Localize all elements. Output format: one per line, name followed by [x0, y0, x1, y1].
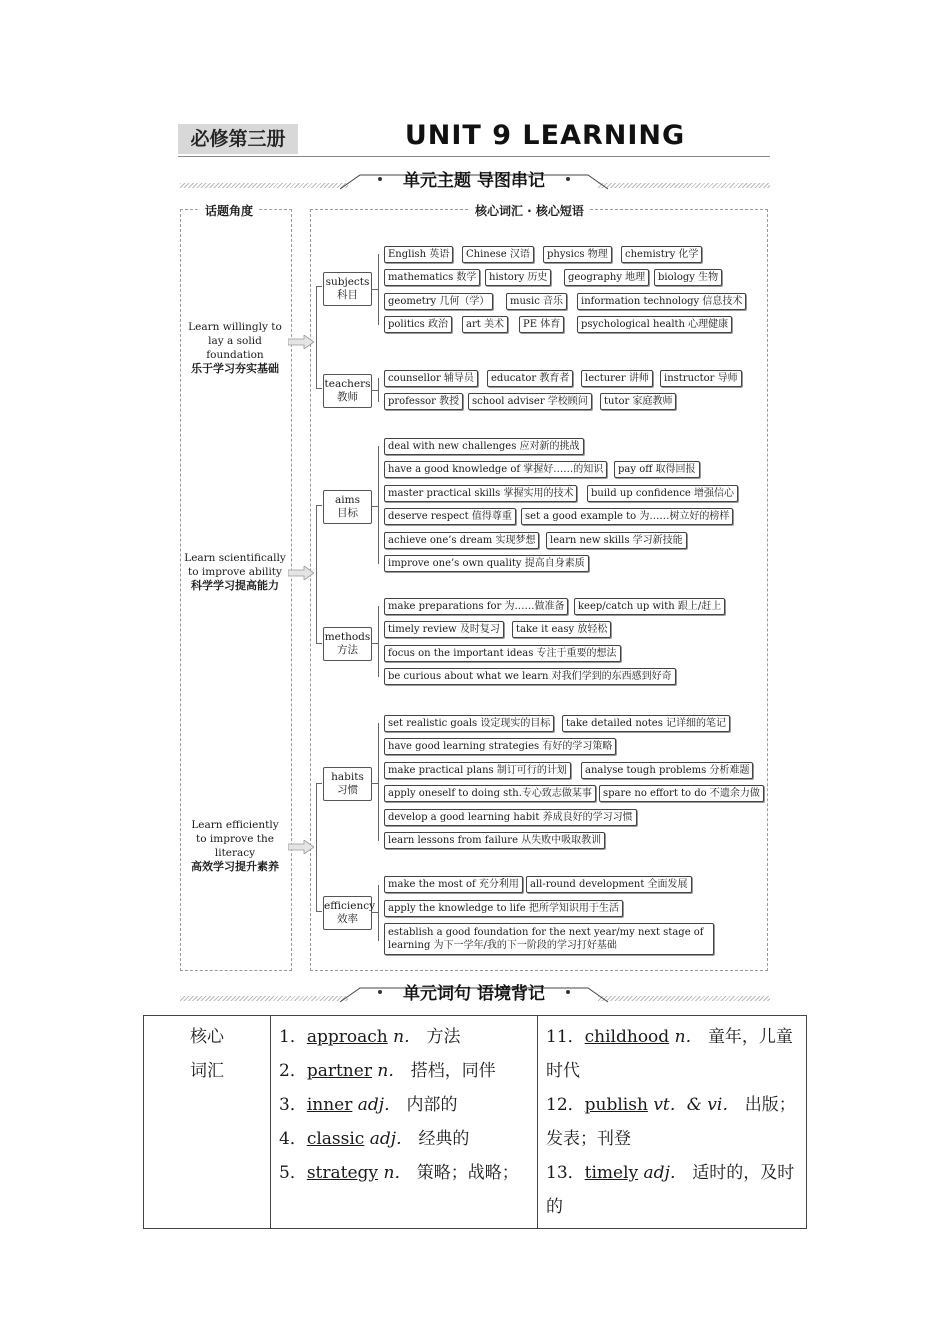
entry-number: 12． [546, 1095, 585, 1115]
item-teacher: professor 教授 [384, 393, 463, 410]
entry-definition: 内部的 [406, 1095, 458, 1115]
category-en: habits [331, 771, 364, 783]
entry-number: 5． [279, 1163, 307, 1183]
item-aim: set a good example to 为……树立好的榜样 [521, 508, 733, 525]
arrow-right-icon [288, 335, 314, 349]
topic-3-en: Learn efficiently to improve the literacy [191, 819, 279, 859]
item-aim: build up confidence 增强信心 [587, 485, 738, 502]
bracket-line [371, 390, 378, 391]
vocab-panel-heading: 核心词汇 · 核心短语 [470, 202, 589, 219]
topic-1 [183, 320, 287, 376]
table-row [144, 1016, 807, 1229]
entry-pos: n． [383, 1163, 412, 1183]
bracket-line [378, 885, 379, 941]
item-habit: analyse tough problems 分析难题 [581, 762, 753, 779]
item-teacher: school adviser 学校顾问 [468, 393, 592, 410]
topic-1-en: Learn willingly to lay a solid foundation [188, 321, 282, 361]
category-aims [323, 490, 372, 524]
item-subject: music 音乐 [506, 293, 567, 310]
entry-definition: 经典的 [418, 1129, 470, 1149]
topic-2 [183, 551, 287, 593]
section1-hatch-right [598, 183, 770, 188]
item-subject: Chinese 汉语 [462, 246, 534, 263]
list-item [546, 1156, 798, 1224]
vocab-col2 [538, 1016, 807, 1229]
bracket-line [316, 783, 317, 911]
bracket-line [316, 505, 322, 506]
item-subject: chemistry 化学 [621, 246, 702, 263]
topic-2-cn: 科学学习提高能力 [191, 579, 279, 592]
item-aim: deal with new challenges 应对新的挑战 [384, 438, 584, 455]
item-subject: psychological health 心理健康 [577, 316, 732, 333]
item-aim: pay off 取得回报 [614, 461, 700, 478]
item-subject: mathematics 数学 [384, 269, 480, 286]
bracket-line [378, 378, 379, 402]
item-aim: achieve one’s dream 实现梦想 [384, 532, 539, 549]
entry-number: 3． [279, 1095, 307, 1115]
item-method: keep/catch up with 跟上/赶上 [574, 598, 725, 615]
item-subject: politics 政治 [384, 316, 452, 333]
entry-number: 2． [279, 1061, 307, 1081]
bracket-line [371, 912, 378, 913]
bracket-line [371, 783, 378, 784]
category-en: efficiency [324, 900, 376, 912]
item-teacher: instructor 导师 [660, 370, 742, 387]
item-subject: PE 体育 [519, 316, 564, 333]
entry-definition: 方法 [426, 1027, 461, 1047]
vocab-label-line1: 核心 [190, 1027, 224, 1047]
entry-definition: 搭档，同伴 [410, 1061, 496, 1081]
item-teacher: educator 教育者 [487, 370, 573, 387]
list-item [279, 1122, 529, 1156]
item-aim: have a good knowledge of 掌握好……的知识 [384, 461, 607, 478]
list-item [546, 1088, 798, 1156]
arrow-right-icon [288, 840, 314, 854]
item-subject: history 历史 [485, 269, 551, 286]
entry-word: inner [306, 1095, 353, 1115]
entry-definition: 适时的，及时的 [546, 1163, 795, 1217]
category-cn: 习惯 [337, 784, 358, 796]
arrow-right-icon [288, 566, 314, 580]
topic-1-cn: 乐于学习夯实基础 [191, 362, 279, 375]
entry-word: strategy [306, 1163, 379, 1183]
item-subject: geography 地理 [564, 269, 649, 286]
volume-label: 必修第三册 [178, 124, 298, 154]
entry-number: 13． [546, 1163, 585, 1183]
vocab-table [143, 1015, 807, 1229]
item-teacher: lecturer 讲师 [581, 370, 653, 387]
topic-panel-heading: 话题角度 [200, 202, 258, 219]
category-teachers [323, 374, 372, 408]
topic-2-en: Learn scientifically to improve ability [184, 552, 286, 578]
item-aim: master practical skills 掌握实用的技术 [384, 485, 577, 502]
item-habit: apply oneself to doing sth.专心致志做某事 [384, 785, 596, 802]
item-habit: make practical plans 制订可行的计划 [384, 762, 571, 779]
bracket-line [371, 643, 378, 644]
section2-title: 单元词句 语境背记 [403, 984, 545, 1004]
category-subjects [323, 272, 372, 306]
entry-pos: vt．& vi． [653, 1095, 740, 1115]
bracket-line [316, 388, 322, 389]
item-subject: biology 生物 [654, 269, 722, 286]
entry-pos: n． [674, 1027, 703, 1047]
topic-3 [186, 818, 284, 874]
item-habit: learn lessons from failure 从失败中吸取教训 [384, 832, 605, 849]
list-item [279, 1088, 529, 1122]
bracket-line [371, 289, 378, 290]
entry-word: partner [306, 1061, 372, 1081]
item-method: make preparations for 为……做准备 [384, 598, 568, 615]
item-aim: improve one’s own quality 提高自身素质 [384, 555, 589, 572]
item-habit: have good learning strategies 有好的学习策略 [384, 738, 616, 755]
item-efficiency: all-round development 全面发展 [526, 876, 692, 893]
bracket-line [316, 286, 322, 287]
entry-word: approach [306, 1027, 388, 1047]
entry-word: childhood [584, 1027, 670, 1047]
entry-pos: adj． [369, 1129, 414, 1149]
category-habits [323, 767, 372, 801]
bracket-line [316, 643, 322, 644]
item-method: focus on the important ideas 专注于重要的想法 [384, 645, 621, 662]
list-item [279, 1054, 529, 1088]
bracket-line [378, 723, 379, 841]
category-cn: 方法 [337, 644, 358, 656]
item-aim: learn new skills 学习新技能 [546, 532, 687, 549]
item-teacher: tutor 家庭教师 [600, 393, 676, 410]
item-teacher: counsellor 辅导员 [384, 370, 478, 387]
bracket-line [316, 286, 317, 388]
entry-pos: adj． [643, 1163, 687, 1183]
entry-definition: 出版；发表；刊登 [546, 1095, 796, 1149]
category-efficiency [323, 896, 376, 930]
entry-pos: adj． [357, 1095, 402, 1115]
entry-word: timely [584, 1163, 639, 1183]
item-habit: set realistic goals 设定现实的目标 [384, 715, 554, 732]
list-item [279, 1020, 529, 1054]
entry-word: publish [584, 1095, 648, 1115]
section2-hatch-right [598, 996, 770, 1001]
bracket-line [316, 911, 322, 912]
category-en: aims [335, 494, 360, 506]
section1-title: 单元主题 导图串记 [403, 171, 545, 191]
category-cn: 教师 [337, 391, 358, 403]
entry-pos: n． [377, 1061, 406, 1081]
bracket-line [371, 506, 378, 507]
list-item [279, 1156, 529, 1190]
item-subject: information technology 信息技术 [577, 293, 746, 310]
item-efficiency: establish a good foundation for the next year/my next stage of learning 为下一学年/我的下一阶段的学习打好基础 [384, 923, 714, 955]
entry-number: 1． [279, 1027, 307, 1047]
vocab-label-line2: 词汇 [190, 1061, 224, 1081]
list-item [546, 1020, 798, 1088]
item-subject: geometry 几何（学） [384, 293, 493, 310]
category-en: subjects [325, 276, 370, 288]
entry-number: 11． [546, 1027, 585, 1047]
item-habit: take detailed notes 记详细的笔记 [562, 715, 730, 732]
bracket-line [378, 254, 379, 325]
item-method: timely review 及时复习 [384, 621, 504, 638]
category-en: methods [324, 631, 371, 643]
item-habit: develop a good learning habit 养成良好的学习习惯 [384, 809, 637, 826]
item-subject: English 英语 [384, 246, 453, 263]
vocab-label-cell [144, 1016, 271, 1229]
item-efficiency: apply the knowledge to life 把所学知识用于生活 [384, 900, 623, 917]
item-aim: deserve respect 值得尊重 [384, 508, 516, 525]
item-subject: physics 物理 [543, 246, 612, 263]
title-underline [178, 156, 770, 157]
category-methods [323, 627, 372, 661]
category-en: teachers [324, 378, 371, 390]
bracket-line [378, 446, 379, 564]
section2-hatch-left [180, 996, 348, 1001]
unit-title: UNIT 9 LEARNING [404, 120, 686, 151]
item-habit: spare no effort to do 不遗余力做 [599, 785, 764, 802]
entry-pos: n． [393, 1027, 422, 1047]
item-efficiency: make the most of 充分利用 [384, 876, 523, 893]
item-method: be curious about what we learn 对我们学到的东西感到好奇 [384, 668, 676, 685]
entry-definition: 童年，儿童时代 [546, 1027, 793, 1081]
bracket-line [378, 606, 379, 677]
category-cn: 效率 [337, 913, 358, 925]
item-method: take it easy 放轻松 [512, 621, 611, 638]
entry-definition: 策略；战略； [416, 1163, 519, 1183]
category-cn: 目标 [337, 507, 358, 519]
entry-number: 4． [279, 1129, 307, 1149]
item-subject: art 美术 [462, 316, 508, 333]
section1-hatch-left [180, 183, 348, 188]
entry-word: classic [306, 1129, 365, 1149]
bracket-line [316, 505, 317, 643]
topic-3-cn: 高效学习提升素养 [191, 860, 279, 873]
category-cn: 科目 [337, 289, 358, 301]
vocab-col1 [271, 1016, 538, 1229]
bracket-line [316, 783, 322, 784]
